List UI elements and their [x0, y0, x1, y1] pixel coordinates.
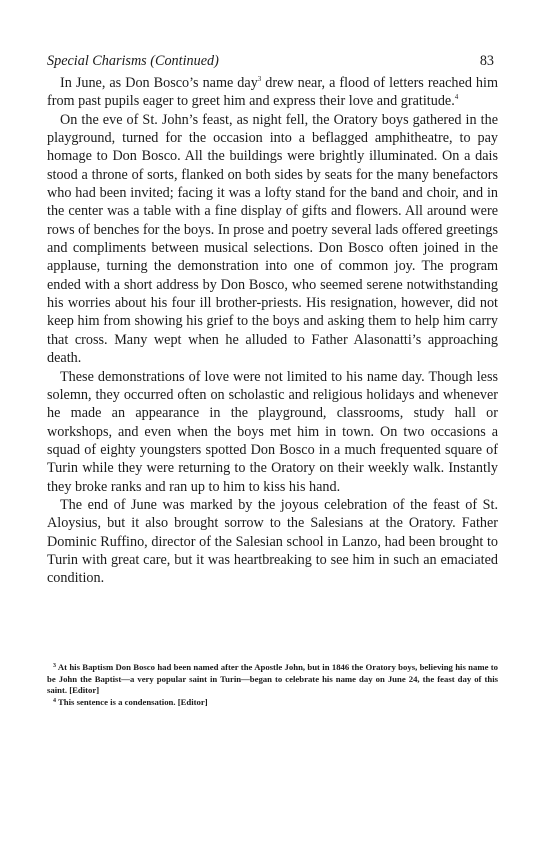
paragraph-3: These demonstrations of love were not limited to his name day. Though less solemn, they occurred often on scholastic and religious holidays and whenever he made an appearance in the playground, classrooms, study hall or workshops, and even when the boys met him in town. On two occasions a squad of eighty youngsters spotted Don Bosco in a much frequented square of Turin while they were returning to the Oratory on their weekly walk. Instantly they broke ranks and ran up to him to kiss his hand. — [47, 368, 498, 495]
paragraph-1-text-b: drew near, a flood of letters reached him from past pupils eager to greet him and express their love and gratitude. — [47, 75, 498, 110]
footnotes — [47, 662, 498, 708]
footnote-ref-3: 3 — [257, 75, 262, 83]
paragraph-1-text-a: In June, as Don Bosco’s name day — [60, 75, 258, 91]
page-header — [47, 52, 498, 70]
running-head: Special Charisms (Continued) — [47, 53, 219, 69]
paragraph-2: On the eve of St. John’s feast, as night fell, the Oratory boys gathered in the playground, turned for the occasion into a beflagged amphitheatre, to pay homage to Don Bosco. All the buildings were brightly illuminated. On a dais stood a throne of sorts, flanked on both sides by seats for the many benefactors who had been invited; facing it was a lofty stand for the band and choir, and in the center was a table with a fine display of gifts and flowers. All around were rows of benches for the boys. In prose and poetry several lads offered greetings and compliments between musical selections. Don Bosco often joined in the applause, turning the demonstration into one of common joy. The program ended with a short address by Don Bosco, who seemed serene notwithstanding his worries about his four ill brother-priests. His resignation, however, did not keep him from showing his grief to the boys and asking them to help him carry that cross. Many wept when he alluded to Father Alasonatti’s approaching death. — [47, 111, 498, 367]
body-text — [47, 74, 498, 588]
footnote-ref-4: 4 — [454, 93, 459, 102]
paragraph-4: The end of June was marked by the joyous celebration of the feast of St. Aloysius, but it also brought sorrow to the Salesians at the Oratory. Father Dominic Ruffino, director of the Salesian school in Lanzo, had been brought to Turin with great care, but it was heartbreaking to see him in such an emaciated condition. — [47, 496, 498, 587]
footnote-3-text: At his Baptism Don Bosco had been named after the Apostle John, but in 1846 the Oratory boys, believing his name to be John the Baptist—a very popular saint in Turin—began to celebrate his name day on June 24, the feast day of this saint. [Editor] — [47, 662, 498, 695]
book-page — [47, 52, 498, 707]
footnote-marker-3: 3 — [53, 663, 56, 669]
paragraph-1 — [47, 74, 498, 111]
footnote-4 — [47, 697, 498, 709]
footnote-3 — [47, 662, 498, 697]
footnote-marker-4: 4 — [53, 697, 56, 704]
footnote-4-text: This sentence is a condensation. [Editor] — [56, 696, 208, 707]
page-number: 83 — [479, 53, 494, 69]
